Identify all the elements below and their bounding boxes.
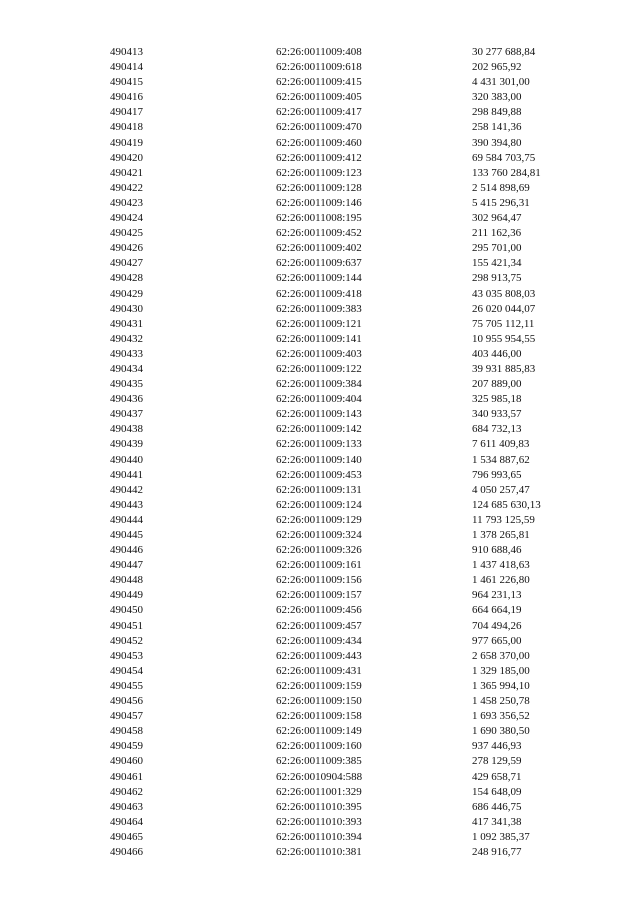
table-row bbox=[110, 181, 592, 196]
table-row bbox=[110, 483, 592, 498]
cadastral-value: 1 365 994,10 bbox=[472, 679, 530, 692]
cadastral-value: 1 092 385,37 bbox=[472, 830, 530, 843]
cadastral-value: 1 329 185,00 bbox=[472, 664, 530, 677]
cadastral-number: 62:26:0011009:412 bbox=[276, 151, 362, 164]
cadastral-number: 62:26:0011009:131 bbox=[276, 483, 362, 496]
table-row bbox=[110, 543, 592, 558]
table-row bbox=[110, 558, 592, 573]
table-row bbox=[110, 573, 592, 588]
cadastral-value: 298 849,88 bbox=[472, 106, 522, 119]
table-row bbox=[110, 377, 592, 392]
cadastral-value: 248 916,77 bbox=[472, 845, 522, 858]
row-number: 490413 bbox=[110, 46, 143, 58]
cadastral-value: 403 446,00 bbox=[472, 347, 522, 360]
table-row bbox=[110, 347, 592, 362]
cadastral-value: 340 933,57 bbox=[472, 408, 522, 421]
table-row bbox=[110, 437, 592, 452]
table-row bbox=[110, 679, 592, 694]
cadastral-number: 62:26:0011009:431 bbox=[276, 664, 362, 677]
table-row bbox=[110, 287, 592, 302]
cadastral-value: 207 889,00 bbox=[472, 378, 522, 391]
cadastral-number: 62:26:0011009:443 bbox=[276, 649, 362, 662]
row-number: 490436 bbox=[110, 393, 143, 406]
cadastral-value: 133 760 284,81 bbox=[472, 166, 541, 179]
table-row bbox=[110, 332, 592, 347]
cadastral-number: 62:26:0011009:133 bbox=[276, 438, 362, 451]
cadastral-number: 62:26:0011009:453 bbox=[276, 468, 362, 481]
row-number: 490466 bbox=[110, 845, 143, 858]
cadastral-value: 202 965,92 bbox=[472, 61, 522, 74]
cadastral-value: 26 020 044,07 bbox=[472, 302, 536, 315]
row-number: 490427 bbox=[110, 257, 143, 270]
row-number: 490418 bbox=[110, 121, 143, 134]
table-row bbox=[110, 845, 592, 860]
cadastral-number: 62:26:0011009:159 bbox=[276, 679, 362, 692]
row-number: 490462 bbox=[110, 785, 143, 798]
cadastral-value: 320 383,00 bbox=[472, 91, 522, 104]
cadastral-number: 62:26:0011001:329 bbox=[276, 785, 362, 798]
table-row bbox=[110, 603, 592, 618]
table-row bbox=[110, 739, 592, 754]
row-number: 490447 bbox=[110, 559, 143, 572]
cadastral-value: 278 129,59 bbox=[472, 755, 522, 768]
row-number: 490465 bbox=[110, 830, 143, 843]
row-number: 490446 bbox=[110, 544, 143, 557]
table-row bbox=[110, 151, 592, 166]
cadastral-value: 258 141,36 bbox=[472, 121, 522, 134]
cadastral-number: 62:26:0011010:395 bbox=[276, 800, 362, 813]
cadastral-value: 39 931 885,83 bbox=[472, 362, 536, 375]
row-number: 490438 bbox=[110, 423, 143, 436]
table-row bbox=[110, 785, 592, 800]
row-number: 490417 bbox=[110, 106, 143, 119]
table-row bbox=[110, 136, 592, 151]
row-number: 490452 bbox=[110, 634, 143, 647]
cadastral-number: 62:26:0011010:393 bbox=[276, 815, 362, 828]
cadastral-value: 977 665,00 bbox=[472, 634, 522, 647]
row-number: 490444 bbox=[110, 513, 143, 526]
cadastral-value: 1 437 418,63 bbox=[472, 559, 530, 572]
cadastral-value: 154 648,09 bbox=[472, 785, 522, 798]
table-row bbox=[110, 422, 592, 437]
cadastral-value: 10 955 954,55 bbox=[472, 332, 536, 345]
cadastral-number: 62:26:0011009:385 bbox=[276, 755, 362, 768]
row-number: 490414 bbox=[110, 61, 143, 74]
cadastral-number: 62:26:0011009:404 bbox=[276, 393, 362, 406]
table-body bbox=[110, 45, 592, 860]
table-row bbox=[110, 664, 592, 679]
table-row bbox=[110, 302, 592, 317]
cadastral-value: 155 421,34 bbox=[472, 257, 522, 270]
cadastral-value: 684 732,13 bbox=[472, 423, 522, 436]
cadastral-number: 62:26:0011009:161 bbox=[276, 559, 362, 572]
cadastral-number: 62:26:0011009:123 bbox=[276, 166, 362, 179]
cadastral-number: 62:26:0011009:142 bbox=[276, 423, 362, 436]
table-row bbox=[110, 649, 592, 664]
row-number: 490424 bbox=[110, 212, 143, 225]
row-number: 490460 bbox=[110, 755, 143, 768]
cadastral-number: 62:26:0011009:158 bbox=[276, 710, 362, 723]
cadastral-value: 1 461 226,80 bbox=[472, 574, 530, 587]
table-row bbox=[110, 226, 592, 241]
row-number: 490448 bbox=[110, 574, 143, 587]
cadastral-number: 62:26:0011009:402 bbox=[276, 242, 362, 255]
row-number: 490458 bbox=[110, 725, 143, 738]
row-number: 490430 bbox=[110, 302, 143, 315]
table-row bbox=[110, 588, 592, 603]
cadastral-number: 62:26:0011009:140 bbox=[276, 453, 362, 466]
row-number: 490439 bbox=[110, 438, 143, 451]
cadastral-number: 62:26:0011009:121 bbox=[276, 317, 362, 330]
cadastral-number: 62:26:0011009:383 bbox=[276, 302, 362, 315]
cadastral-value: 686 446,75 bbox=[472, 800, 522, 813]
row-number: 490419 bbox=[110, 136, 143, 149]
cadastral-number: 62:26:0011009:618 bbox=[276, 61, 362, 74]
cadastral-number: 62:26:0011009:403 bbox=[276, 347, 362, 360]
cadastral-value: 302 964,47 bbox=[472, 212, 522, 225]
cadastral-value: 796 993,65 bbox=[472, 468, 522, 481]
cadastral-number: 62:26:0011009:415 bbox=[276, 76, 362, 89]
table-row bbox=[110, 60, 592, 75]
row-number: 490437 bbox=[110, 408, 143, 421]
cadastral-value: 664 664,19 bbox=[472, 604, 522, 617]
cadastral-value: 4 431 301,00 bbox=[472, 76, 530, 89]
table-row bbox=[110, 75, 592, 90]
row-number: 490453 bbox=[110, 649, 143, 662]
row-number: 490442 bbox=[110, 483, 143, 496]
cadastral-value: 4 050 257,47 bbox=[472, 483, 530, 496]
table-row bbox=[110, 453, 592, 468]
table-row bbox=[110, 256, 592, 271]
cadastral-value: 325 985,18 bbox=[472, 393, 522, 406]
cadastral-number: 62:26:0011009:326 bbox=[276, 544, 362, 557]
cadastral-value: 704 494,26 bbox=[472, 619, 522, 632]
cadastral-value: 211 162,36 bbox=[472, 227, 522, 240]
row-number: 490416 bbox=[110, 91, 143, 104]
data-table bbox=[110, 45, 592, 860]
table-row bbox=[110, 830, 592, 845]
cadastral-number: 62:26:0011009:405 bbox=[276, 91, 362, 104]
table-row bbox=[110, 513, 592, 528]
row-number: 490423 bbox=[110, 196, 143, 209]
row-number: 490425 bbox=[110, 227, 143, 240]
row-number: 490454 bbox=[110, 664, 143, 677]
cadastral-value: 1 458 250,78 bbox=[472, 695, 530, 708]
table-row bbox=[110, 634, 592, 649]
cadastral-value: 69 584 703,75 bbox=[472, 151, 536, 164]
cadastral-number: 62:26:0011009:418 bbox=[276, 287, 362, 300]
table-row bbox=[110, 407, 592, 422]
cadastral-number: 62:26:0011009:434 bbox=[276, 634, 362, 647]
table-row bbox=[110, 800, 592, 815]
cadastral-number: 62:26:0011009:122 bbox=[276, 362, 362, 375]
table-row bbox=[110, 694, 592, 709]
row-number: 490428 bbox=[110, 272, 143, 285]
cadastral-value: 964 231,13 bbox=[472, 589, 522, 602]
cadastral-number: 62:26:0011009:124 bbox=[276, 498, 362, 511]
table-row bbox=[110, 166, 592, 181]
cadastral-value: 43 035 808,03 bbox=[472, 287, 536, 300]
cadastral-number: 62:26:0011009:470 bbox=[276, 121, 362, 134]
cadastral-value: 7 611 409,83 bbox=[472, 438, 530, 451]
cadastral-value: 417 341,38 bbox=[472, 815, 522, 828]
table-row bbox=[110, 815, 592, 830]
table-row bbox=[110, 392, 592, 407]
table-row bbox=[110, 211, 592, 226]
table-row bbox=[110, 724, 592, 739]
cadastral-value: 910 688,46 bbox=[472, 544, 522, 557]
cadastral-number: 62:26:0011009:149 bbox=[276, 725, 362, 738]
row-number: 490450 bbox=[110, 604, 143, 617]
cadastral-number: 62:26:0011009:146 bbox=[276, 196, 362, 209]
table-row bbox=[110, 754, 592, 769]
row-number: 490463 bbox=[110, 800, 143, 813]
row-number: 490429 bbox=[110, 287, 143, 300]
cadastral-value: 1 693 356,52 bbox=[472, 710, 530, 723]
cadastral-number: 62:26:0011009:456 bbox=[276, 604, 362, 617]
cadastral-number: 62:26:0011009:143 bbox=[276, 408, 362, 421]
table-row bbox=[110, 528, 592, 543]
row-number: 490441 bbox=[110, 468, 143, 481]
table-row bbox=[110, 317, 592, 332]
row-number: 490456 bbox=[110, 695, 143, 708]
table-row bbox=[110, 709, 592, 724]
cadastral-number: 62:26:0011009:452 bbox=[276, 227, 362, 240]
row-number: 490433 bbox=[110, 347, 143, 360]
cadastral-number: 62:26:0011009:457 bbox=[276, 619, 362, 632]
row-number: 490420 bbox=[110, 151, 143, 164]
table-row bbox=[110, 468, 592, 483]
cadastral-value: 295 701,00 bbox=[472, 242, 522, 255]
table-row bbox=[110, 770, 592, 785]
cadastral-number: 62:26:0011009:160 bbox=[276, 740, 362, 753]
table-row bbox=[110, 120, 592, 135]
cadastral-number: 62:26:0011009:157 bbox=[276, 589, 362, 602]
row-number: 490435 bbox=[110, 378, 143, 391]
cadastral-number: 62:26:0011009:156 bbox=[276, 574, 362, 587]
cadastral-number: 62:26:0011009:384 bbox=[276, 378, 362, 391]
row-number: 490434 bbox=[110, 362, 143, 375]
cadastral-number: 62:26:0011009:141 bbox=[276, 332, 362, 345]
row-number: 490426 bbox=[110, 242, 143, 255]
row-number: 490445 bbox=[110, 529, 143, 541]
cadastral-value: 1 690 380,50 bbox=[472, 725, 530, 738]
cadastral-number: 62:26:0011009:637 bbox=[276, 257, 362, 270]
cadastral-number: 62:26:0011009:150 bbox=[276, 695, 362, 708]
row-number: 490449 bbox=[110, 589, 143, 602]
cadastral-number: 62:26:0011008:195 bbox=[276, 212, 362, 225]
cadastral-value: 11 793 125,59 bbox=[472, 513, 535, 526]
row-number: 490422 bbox=[110, 181, 143, 194]
cadastral-value: 1 378 265,81 bbox=[472, 529, 530, 541]
row-number: 490461 bbox=[110, 770, 143, 783]
row-number: 490421 bbox=[110, 166, 143, 179]
cadastral-number: 62:26:0011009:324 bbox=[276, 529, 362, 541]
row-number: 490440 bbox=[110, 453, 143, 466]
row-number: 490451 bbox=[110, 619, 143, 632]
cadastral-number: 62:26:0011009:144 bbox=[276, 272, 362, 285]
table-row bbox=[110, 619, 592, 634]
row-number: 490432 bbox=[110, 332, 143, 345]
cadastral-number: 62:26:0011009:460 bbox=[276, 136, 362, 149]
cadastral-value: 390 394,80 bbox=[472, 136, 522, 149]
table-row bbox=[110, 241, 592, 256]
cadastral-value: 30 277 688,84 bbox=[472, 46, 536, 58]
row-number: 490415 bbox=[110, 76, 143, 89]
row-number: 490431 bbox=[110, 317, 143, 330]
row-number: 490464 bbox=[110, 815, 143, 828]
cadastral-value: 75 705 112,11 bbox=[472, 317, 535, 330]
table-row bbox=[110, 362, 592, 377]
row-number: 490459 bbox=[110, 740, 143, 753]
cadastral-number: 62:26:0010904:588 bbox=[276, 770, 363, 783]
cadastral-value: 2 514 898,69 bbox=[472, 181, 530, 194]
table-row bbox=[110, 45, 592, 60]
row-number: 490443 bbox=[110, 498, 143, 511]
table-row bbox=[110, 90, 592, 105]
cadastral-number: 62:26:0011009:408 bbox=[276, 46, 362, 58]
table-row bbox=[110, 498, 592, 513]
cadastral-value: 937 446,93 bbox=[472, 740, 522, 753]
cadastral-value: 1 534 887,62 bbox=[472, 453, 530, 466]
cadastral-value: 2 658 370,00 bbox=[472, 649, 530, 662]
cadastral-number: 62:26:0011009:128 bbox=[276, 181, 362, 194]
cadastral-value: 5 415 296,31 bbox=[472, 196, 530, 209]
cadastral-value: 429 658,71 bbox=[472, 770, 522, 783]
row-number: 490455 bbox=[110, 679, 143, 692]
table-row bbox=[110, 271, 592, 286]
row-number: 490457 bbox=[110, 710, 143, 723]
table-row bbox=[110, 196, 592, 211]
cadastral-number: 62:26:0011010:381 bbox=[276, 845, 362, 858]
cadastral-number: 62:26:0011010:394 bbox=[276, 830, 362, 843]
table-row bbox=[110, 105, 592, 120]
cadastral-number: 62:26:0011009:129 bbox=[276, 513, 362, 526]
cadastral-number: 62:26:0011009:417 bbox=[276, 106, 362, 119]
cadastral-value: 298 913,75 bbox=[472, 272, 522, 285]
cadastral-value: 124 685 630,13 bbox=[472, 498, 541, 511]
